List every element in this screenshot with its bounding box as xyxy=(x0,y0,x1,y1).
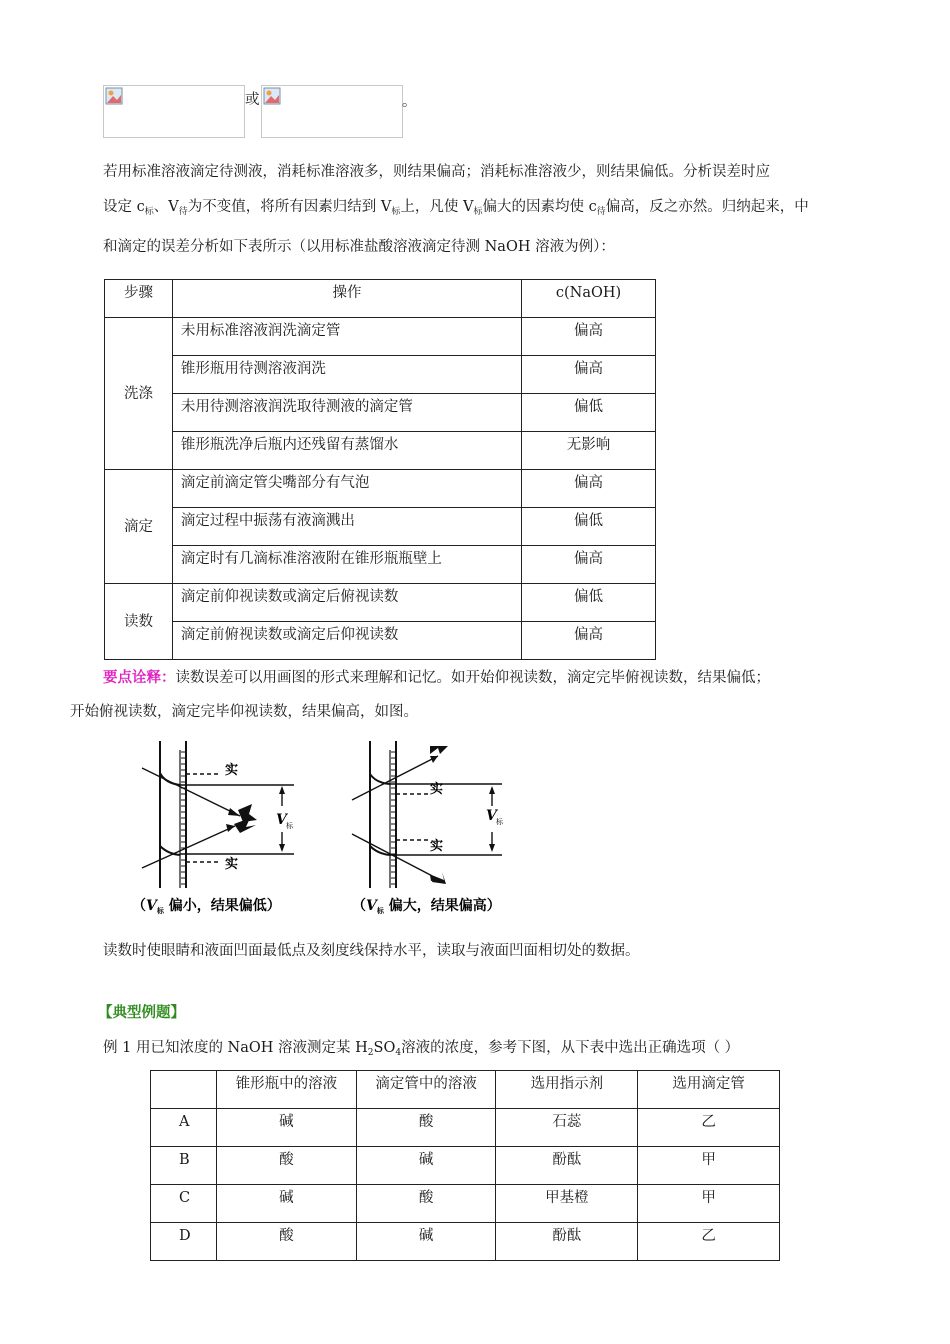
table-cell: 酸 xyxy=(356,1185,496,1223)
operation-cell: 滴定前俯视读数或滴定后仰视读数 xyxy=(172,622,521,660)
operation-cell: 滴定前仰视读数或滴定后俯视读数 xyxy=(172,584,521,622)
text: 偏高，反之亦然。归纳起来，中 xyxy=(605,199,809,215)
text: 、V xyxy=(153,199,179,215)
table-cell: 酸 xyxy=(356,1109,496,1147)
option-label: C xyxy=(151,1185,217,1223)
broken-image-icon xyxy=(105,87,123,105)
table-cell: 石蕊 xyxy=(496,1109,638,1147)
left-arrowhead-up xyxy=(279,786,285,794)
paragraph-line-3: 和滴定的误差分析如下表所示（以用标准盐酸溶液滴定待测 NaOH 溶液为例）： xyxy=(103,239,615,255)
paragraph-line-1: 若用标准溶液滴定待测液，消耗标准溶液多，则结果偏高；消耗标准溶液少，则结果偏低。分析误差时应 xyxy=(103,164,770,180)
step-cell: 滴定 xyxy=(105,470,173,584)
right-arrowhead-up xyxy=(489,786,495,794)
table-row xyxy=(105,584,656,622)
right-caption xyxy=(352,897,501,915)
table-cell: 碱 xyxy=(356,1223,496,1261)
header-cell: 选用滴定管 xyxy=(638,1071,780,1109)
operation-cell: 滴定时有几滴标准溶液附在锥形瓶瓶壁上 xyxy=(172,546,521,584)
header-cell xyxy=(151,1071,217,1109)
text: 偏大的因素均使 c xyxy=(482,199,597,215)
text: 上，凡使 V xyxy=(400,199,474,215)
table-cell: 甲基橙 xyxy=(496,1185,638,1223)
table-row xyxy=(105,394,656,432)
table-row xyxy=(105,622,656,660)
table-cell: 甲 xyxy=(638,1185,780,1223)
left-burette xyxy=(142,741,294,888)
table-row xyxy=(151,1147,780,1185)
header-cell: 选用指示剂 xyxy=(496,1071,638,1109)
result-cell: 偏高 xyxy=(522,356,656,394)
result-cell: 偏低 xyxy=(522,584,656,622)
result-cell: 无影响 xyxy=(522,432,656,470)
result-cell: 偏高 xyxy=(522,318,656,356)
table-cell: 酚酞 xyxy=(496,1147,638,1185)
left-label-shi-1: 实 xyxy=(225,763,239,778)
keypoint-label: 要点诠释： xyxy=(103,669,176,686)
table-header-row xyxy=(151,1071,780,1109)
option-label: A xyxy=(151,1109,217,1147)
broken-image-icon xyxy=(263,87,281,105)
burette-reading-diagram xyxy=(130,738,540,923)
left-v-sub: 标 xyxy=(286,822,293,830)
table-cell: 碱 xyxy=(356,1147,496,1185)
image-placeholder-2 xyxy=(261,85,403,138)
left-v-label: V xyxy=(276,812,287,828)
result-cell: 偏高 xyxy=(522,470,656,508)
caption-part: （ xyxy=(352,898,366,914)
reading-note: 读数时使眼睛和液面凹面最低点及刻度线保持水平，读取与液面凹面相切处的数据。 xyxy=(103,943,640,959)
caption-part: 偏小，结果偏低） xyxy=(163,898,281,914)
subscript: 待 xyxy=(596,207,606,217)
keypoint-line-2: 开始俯视读数，滴定完毕仰视读数，结果偏高，如图。 xyxy=(70,704,418,720)
subscript: 待 xyxy=(178,207,188,217)
right-v-sub: 标 xyxy=(496,818,503,826)
result-cell: 偏高 xyxy=(522,546,656,584)
result-cell: 偏低 xyxy=(522,394,656,432)
text: 设定 c xyxy=(103,199,145,215)
table-row xyxy=(105,318,656,356)
table-cell: 酸 xyxy=(216,1147,356,1185)
header-step: 步骤 xyxy=(105,280,173,318)
eye-icon xyxy=(234,804,257,833)
error-analysis-table xyxy=(104,279,656,660)
image-placeholder-1 xyxy=(103,85,245,138)
section-title: 【典型例题】 xyxy=(98,1004,185,1021)
caption-part: V xyxy=(366,898,377,914)
caption-part: 标 xyxy=(376,907,384,915)
table-cell: 甲 xyxy=(638,1147,780,1185)
option-label: D xyxy=(151,1223,217,1261)
operation-cell: 未用待测溶液润洗取待测液的滴定管 xyxy=(172,394,521,432)
right-label-shi-1: 实 xyxy=(430,782,444,797)
table-row xyxy=(105,508,656,546)
right-v-label: V xyxy=(486,808,497,824)
right-arrowhead-down xyxy=(489,844,495,852)
result-cell: 偏高 xyxy=(522,622,656,660)
right-burette xyxy=(352,741,502,888)
header-cell: 滴定管中的溶液 xyxy=(356,1071,496,1109)
caption-part: （ xyxy=(132,898,146,914)
header-result: c(NaOH) xyxy=(522,280,656,318)
header-cell: 锥形瓶中的溶液 xyxy=(216,1071,356,1109)
caption-part: V xyxy=(146,898,157,914)
table-cell: 乙 xyxy=(638,1109,780,1147)
caption-part: 标 xyxy=(156,907,164,915)
subscript: 标 xyxy=(144,207,154,217)
text: 为不变值，将所有因素归结到 V xyxy=(187,199,392,215)
example-question xyxy=(103,1037,739,1064)
keypoint-text-1: 读数误差可以用画图的形式来理解和记忆。如开始仰视读数，滴定完毕俯视读数，结果偏低； xyxy=(175,670,770,686)
caption-part: 偏大，结果偏高） xyxy=(383,898,501,914)
table-row xyxy=(151,1223,780,1261)
subscript: 4 xyxy=(395,1048,402,1058)
table-cell: 碱 xyxy=(216,1109,356,1147)
or-text: 或 xyxy=(245,92,260,108)
eye-icon xyxy=(430,746,448,884)
text: SO xyxy=(373,1040,396,1056)
left-caption xyxy=(132,897,281,915)
table-cell: 酸 xyxy=(216,1223,356,1261)
operation-cell: 未用标准溶液润洗滴定管 xyxy=(172,318,521,356)
step-cell: 读数 xyxy=(105,584,173,660)
text: 溶液的浓度，参考下图，从下表中选出正确选项（ ） xyxy=(401,1040,740,1056)
subscript: 2 xyxy=(367,1048,374,1058)
text: 例 1 用已知浓度的 NaOH 溶液测定某 H xyxy=(103,1040,368,1056)
keypoint-line-1 xyxy=(103,660,883,696)
table-header-row xyxy=(105,280,656,318)
table-cell: 碱 xyxy=(216,1185,356,1223)
option-label: B xyxy=(151,1147,217,1185)
left-label-shi-2: 实 xyxy=(225,857,239,872)
table-cell: 酚酞 xyxy=(496,1223,638,1261)
table-row xyxy=(151,1109,780,1147)
table-cell: 乙 xyxy=(638,1223,780,1261)
operation-cell: 锥形瓶洗净后瓶内还残留有蒸馏水 xyxy=(172,432,521,470)
table-row xyxy=(105,356,656,394)
operation-cell: 锥形瓶用待测溶液润洗 xyxy=(172,356,521,394)
operation-cell: 滴定前滴定管尖嘴部分有气泡 xyxy=(172,470,521,508)
right-label-shi-2: 实 xyxy=(430,839,444,854)
paragraph-line-2 xyxy=(103,190,883,230)
operation-cell: 滴定过程中振荡有液滴溅出 xyxy=(172,508,521,546)
left-arrowhead-down xyxy=(279,844,285,852)
keypoint-paragraph xyxy=(103,660,883,696)
table-row xyxy=(105,432,656,470)
table-row xyxy=(105,546,656,584)
subscript: 标 xyxy=(473,207,483,217)
subscript: 标 xyxy=(391,207,401,217)
end-mark: 。 xyxy=(402,94,417,110)
option-table xyxy=(150,1070,780,1261)
table-row xyxy=(151,1185,780,1223)
table-row xyxy=(105,470,656,508)
header-operation: 操作 xyxy=(172,280,521,318)
result-cell: 偏低 xyxy=(522,508,656,546)
paragraph-error-analysis xyxy=(103,155,883,265)
step-cell: 洗涤 xyxy=(105,318,173,470)
